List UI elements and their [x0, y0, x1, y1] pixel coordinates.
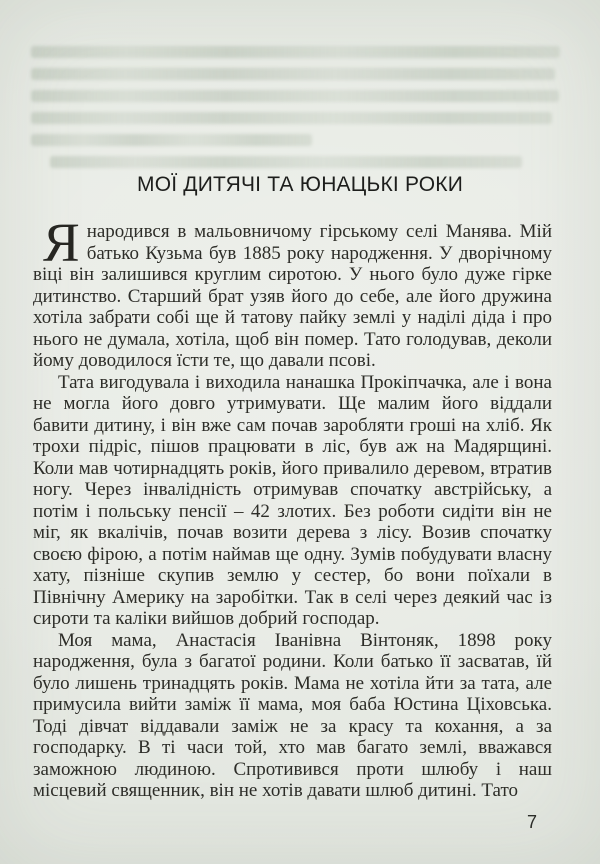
drop-cap: Я	[43, 212, 80, 273]
bleed-through-line	[31, 68, 555, 80]
bleed-through-line	[31, 112, 552, 124]
page-number: 7	[526, 812, 537, 832]
paragraph-1-text: народився в мальовничому гірському селі Манява. Мій батько Кузьма був 1885 року народження. У дворічному віці він залишився круглим сиротою. У нього було дуже гірке дитинство. Старший брат узяв його до себе, але його дружина хотіла забрати собі ще й татову пайку землі у наділі діда і про нього не думала, хотіла, щоб він помер. Тато голодував, деколи йому доводилося їсти те, що давали псові.	[33, 221, 552, 371]
bleed-through-line	[50, 156, 522, 168]
bleed-through-line	[31, 90, 559, 102]
paragraph-2: Тата вигодувала і виходила нанашка Прокіпчачка, але і вона не могла його довго утримувати. Ще малим його віддали бавити дитину, і він вже сам почав заробляти гроші на хліб. Як трохи підріс, пішов працювати в ліс, був аж на Мадярщині. Коли мав чотирнадцять років, його привалило деревом, втратив ногу. Через інвалідність отримував спочатку австрійську, а потім і польську пенсії – 42 злотих. Без роботи сидіти він не міг, як вкалічів, почав возити дерева з лісу. Возив спочатку своєю фірою, а потім наймав ще одну. Зумів побудувати власну хату, пізніше скупив землю у сестер, бо вони поїхали в Північну Америку на заробітки. Так в селі через деякий час із сироти та каліки вийшов добрий господар.	[33, 371, 552, 629]
bleed-through-line	[31, 134, 312, 146]
reverse-side-bleed-through	[31, 46, 565, 178]
paragraph-1	[33, 212, 552, 372]
body-text	[33, 212, 552, 802]
bleed-through-line	[31, 46, 560, 58]
chapter-title: МОЇ ДИТЯЧІ ТА ЮНАЦЬКІ РОКИ	[137, 173, 463, 196]
paragraph-3: Моя мама, Анастасія Іванівна Вінтоняк, 1898 року народження, була з багатої родини. Коли батько її засватав, їй було лишень тринадцять років. Мама не хотіла йти за тата, але примусила вийти заміж її мама, моя баба Юстина Ціховська. Тоді дівчат віддавали заміж не за красу та кохання, а за господарку. В ті часи той, хто мав багато землі, вважався заможною людиною. Спротивився проти шлюбу і наш місцевий священник, він не хотів давати шлюб дитині. Тато	[33, 629, 552, 801]
